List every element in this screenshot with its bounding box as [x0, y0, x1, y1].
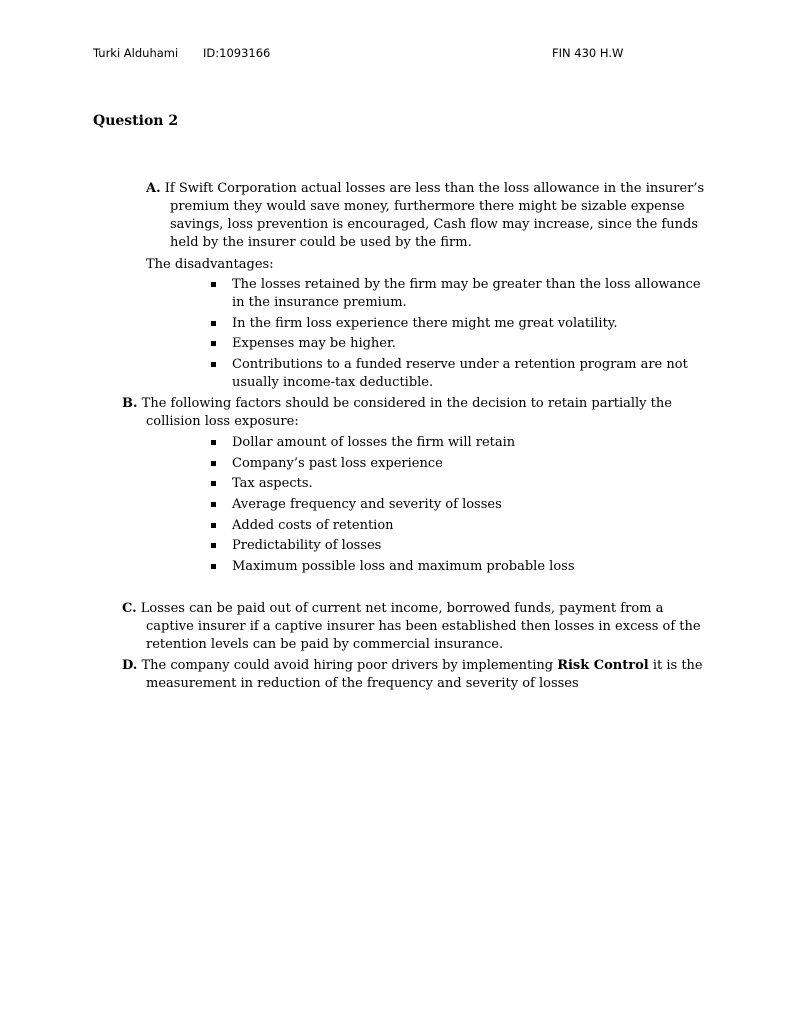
part-c-paragraph	[122, 600, 706, 654]
square-bullet-icon	[211, 461, 216, 466]
part-a-letter: A.	[146, 181, 161, 196]
factors-list	[232, 434, 712, 579]
part-d-paragraph	[122, 657, 706, 693]
question-title: Question 2	[93, 113, 179, 129]
list-item: Maximum possible loss and maximum probable loss	[232, 558, 712, 576]
square-bullet-icon	[211, 282, 216, 287]
square-bullet-icon	[211, 481, 216, 486]
list-item: Contributions to a funded reserve under a retention program are not usually income-tax deductible.	[232, 356, 712, 392]
part-d-letter: D.	[122, 658, 138, 673]
list-item: Average frequency and severity of losses	[232, 496, 712, 514]
list-item: Tax aspects.	[232, 475, 712, 493]
list-item: In the firm loss experience there might me great volatility.	[232, 315, 712, 333]
student-name: Turki Alduhami	[93, 46, 179, 60]
part-a-text: If Swift Corporation actual losses are less than the loss allowance in the insurer’s premium they would save money, furthermore there might be sizable expense savings, loss prevention is encouraged, Cash flow may increase, since the funds held by the insurer could be used by the firm.	[160, 181, 705, 250]
list-item: Expenses may be higher.	[232, 335, 712, 353]
square-bullet-icon	[211, 564, 216, 569]
square-bullet-icon	[211, 543, 216, 548]
list-item: Dollar amount of losses the firm will retain	[232, 434, 712, 452]
part-c-letter: C.	[122, 601, 137, 616]
part-d-text-after: it is the measurement in reduction of the frequency and severity of losses	[146, 658, 703, 691]
list-item: The losses retained by the firm may be greater than the loss allowance in the insurance premium.	[232, 276, 712, 312]
course-label: FIN 430 H.W	[552, 46, 624, 60]
part-d-text-before: The company could avoid hiring poor drivers by implementing	[137, 658, 558, 673]
list-item: Predictability of losses	[232, 537, 712, 555]
student-id: ID:1093166	[203, 46, 271, 60]
disadvantages-list	[232, 276, 712, 395]
part-b-letter: B.	[122, 396, 138, 411]
part-c-text: Losses can be paid out of current net income, borrowed funds, payment from a captive insurer if a captive insurer has been established then losses in excess of the retention levels can be paid by commercial insurance.	[136, 601, 701, 652]
part-b-paragraph	[122, 395, 706, 431]
square-bullet-icon	[211, 362, 216, 367]
square-bullet-icon	[211, 440, 216, 445]
part-a-paragraph	[146, 180, 710, 252]
square-bullet-icon	[211, 502, 216, 507]
list-item: Company’s past loss experience	[232, 455, 712, 473]
part-b-text: The following factors should be considered in the decision to retain partially the collision loss exposure:	[137, 396, 672, 429]
list-item: Added costs of retention	[232, 517, 712, 535]
square-bullet-icon	[211, 321, 216, 326]
disadvantages-label: The disadvantages:	[146, 257, 274, 272]
square-bullet-icon	[211, 341, 216, 346]
risk-control-term: Risk Control	[557, 658, 649, 673]
square-bullet-icon	[211, 523, 216, 528]
